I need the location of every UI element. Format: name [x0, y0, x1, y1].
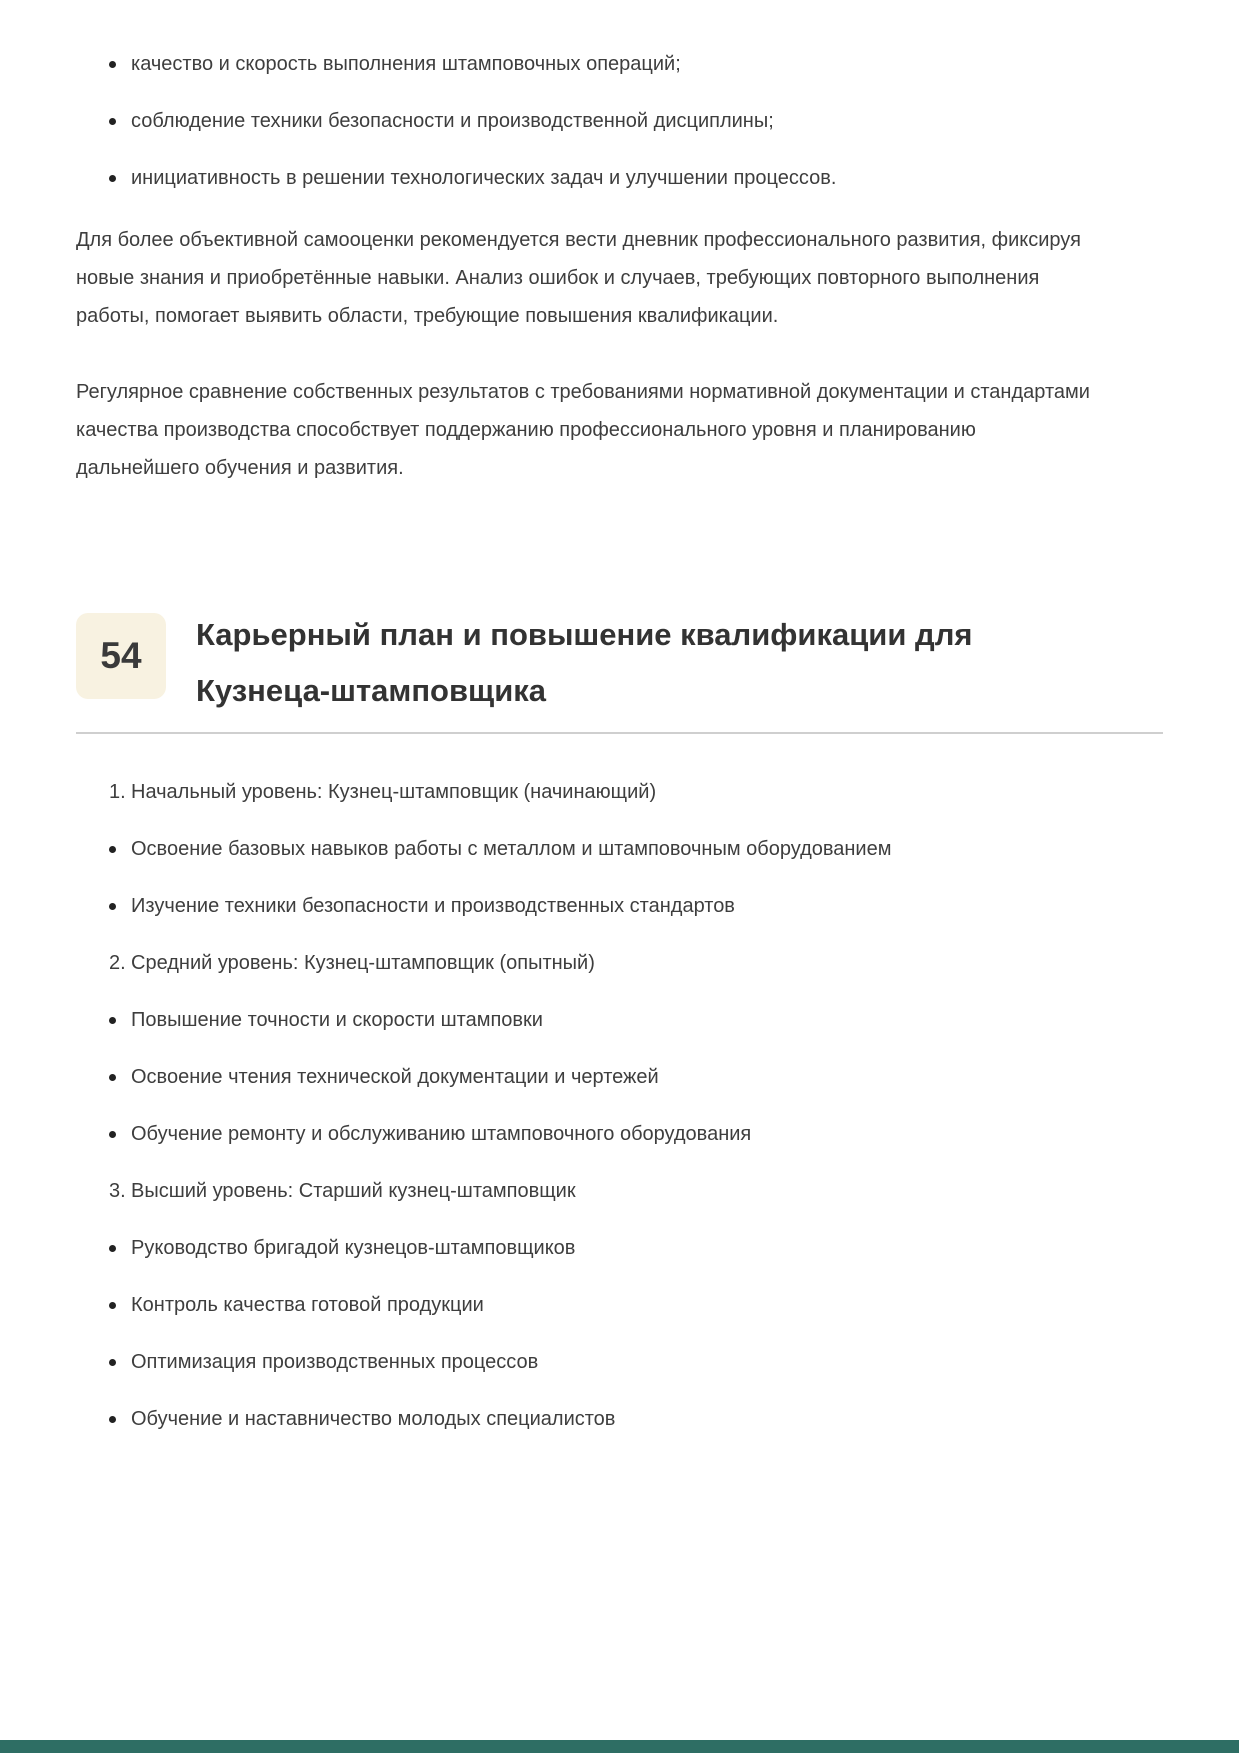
- bullet-dot-icon: [109, 1302, 116, 1309]
- career-plan-list: [76, 778, 1163, 1434]
- list-number-marker: 3.: [109, 1179, 126, 1202]
- career-bullet-item: [76, 1348, 1163, 1377]
- career-bullet-item: [76, 835, 1163, 864]
- career-level-item: [76, 778, 1163, 807]
- career-bullet-text: Освоение чтения технической документации и чертежей: [131, 1065, 659, 1088]
- career-bullet-item: [76, 1120, 1163, 1149]
- section-divider: [76, 732, 1163, 734]
- bullet-marker: [109, 835, 131, 853]
- career-bullet-text: Освоение базовых навыков работы с металлом и штамповочным оборудованием: [131, 837, 892, 860]
- bullet-dot-icon: [109, 1416, 116, 1423]
- career-bullet-item: [76, 892, 1163, 921]
- career-level-text: Высший уровень: Старший кузнец-штамповщик: [131, 1179, 576, 1202]
- intro-bullet-text: качество и скорость выполнения штамповочных операций;: [131, 53, 681, 75]
- career-level-item: [76, 1177, 1163, 1206]
- bullet-marker: [109, 107, 131, 125]
- list-number-marker: 2.: [109, 951, 126, 974]
- career-bullet-text: Изучение техники безопасности и производственных стандартов: [131, 894, 735, 917]
- career-level-text: Средний уровень: Кузнец-штамповщик (опытный): [131, 951, 595, 974]
- career-bullet-item: [76, 1405, 1163, 1434]
- career-bullet-text: Оптимизация производственных процессов: [131, 1350, 539, 1373]
- career-bullet-text: Контроль качества готовой продукции: [131, 1293, 484, 1316]
- bullet-dot-icon: [109, 1017, 116, 1024]
- section-title: Карьерный план и повышение квалификации для Кузнеца-штамповщика: [196, 617, 973, 709]
- intro-bullet-item: [76, 107, 1163, 136]
- bullet-dot-icon: [109, 903, 116, 910]
- next-section-band: [0, 1740, 1239, 1753]
- bullet-dot-icon: [109, 175, 116, 182]
- bullet-dot-icon: [109, 1245, 116, 1252]
- bullet-marker: [109, 1348, 131, 1366]
- bullet-marker: [109, 1063, 131, 1081]
- career-level-item: [76, 949, 1163, 978]
- career-bullet-item: [76, 1063, 1163, 1092]
- career-bullet-item: [76, 1234, 1163, 1263]
- number-marker: [109, 1177, 131, 1206]
- section-number-badge: 54: [76, 613, 166, 699]
- intro-bullet-text: соблюдение техники безопасности и производственной дисциплины;: [131, 110, 774, 132]
- career-level-text: Начальный уровень: Кузнец-штамповщик (начинающий): [131, 780, 657, 803]
- list-number-marker: 1.: [109, 780, 126, 803]
- intro-bullet-list: [76, 50, 1163, 193]
- bullet-marker: [109, 1234, 131, 1252]
- bullet-marker: [109, 1291, 131, 1309]
- bullet-dot-icon: [109, 1359, 116, 1366]
- bullet-marker: [109, 892, 131, 910]
- bullet-dot-icon: [109, 61, 116, 68]
- intro-bullet-item: [76, 50, 1163, 79]
- bullet-marker: [109, 1006, 131, 1024]
- bullet-dot-icon: [109, 1131, 116, 1138]
- career-bullet-item: [76, 1291, 1163, 1320]
- number-marker: [109, 778, 131, 807]
- section-header: [76, 607, 1163, 720]
- paragraph-standards-comparison: Регулярное сравнение собственных результатов с требованиями нормативной документации и стандартами качества производства способствует поддержанию профессионального уровня и планированию дальнейшего обучения и развития.: [76, 381, 1090, 479]
- number-marker: [109, 949, 131, 978]
- paragraph-self-assessment: Для более объективной самооценки рекомендуется вести дневник профессионального развития, фиксируя новые знания и приобретённые навыки. Анализ ошибок и случаев, требующих повторного выполнения работы, помогает выявить области, требующие повышения квалификации.: [76, 229, 1081, 327]
- career-bullet-text: Обучение и наставничество молодых специалистов: [131, 1407, 616, 1430]
- career-bullet-text: Обучение ремонту и обслуживанию штамповочного оборудования: [131, 1122, 752, 1145]
- bullet-marker: [109, 1120, 131, 1138]
- bullet-marker: [109, 164, 131, 182]
- bullet-dot-icon: [109, 846, 116, 853]
- bullet-dot-icon: [109, 1074, 116, 1081]
- intro-bullet-text: инициативность в решении технологических задач и улучшении процессов.: [131, 167, 837, 189]
- bullet-marker: [109, 1405, 131, 1423]
- career-bullet-text: Руководство бригадой кузнецов-штамповщиков: [131, 1236, 576, 1259]
- career-bullet-item: [76, 1006, 1163, 1035]
- intro-bullet-item: [76, 164, 1163, 193]
- career-bullet-text: Повышение точности и скорости штамповки: [131, 1008, 543, 1031]
- bullet-dot-icon: [109, 118, 116, 125]
- bullet-marker: [109, 50, 131, 68]
